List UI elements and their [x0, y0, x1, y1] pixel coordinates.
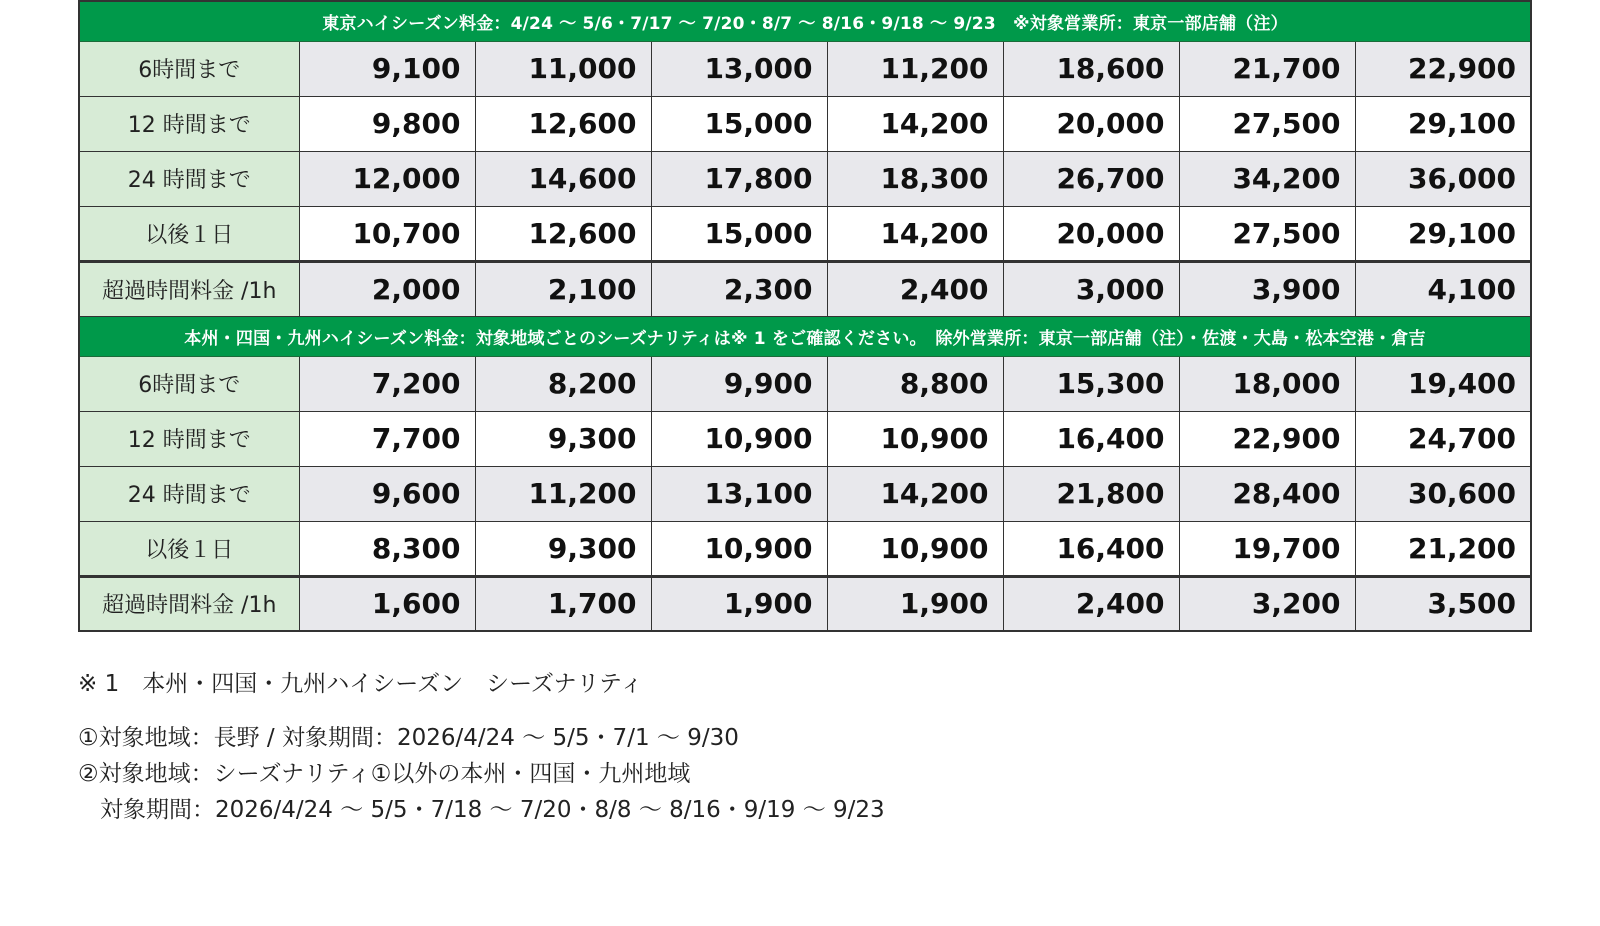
price-cell: 21,800 — [1003, 466, 1179, 521]
price-cell: 34,200 — [1179, 151, 1355, 206]
price-cell: 22,900 — [1179, 411, 1355, 466]
price-cell: 1,600 — [299, 576, 475, 631]
price-cell: 8,300 — [299, 521, 475, 576]
price-cell: 14,200 — [827, 206, 1003, 261]
row-label: 12 時間まで — [79, 96, 299, 151]
price-cell: 12,000 — [299, 151, 475, 206]
price-cell: 17,800 — [651, 151, 827, 206]
price-cell: 18,600 — [1003, 41, 1179, 96]
price-cell: 2,100 — [475, 261, 651, 316]
price-cell: 30,600 — [1355, 466, 1531, 521]
price-cell: 9,800 — [299, 96, 475, 151]
row-label: 6時間まで — [79, 41, 299, 96]
notes-heading: ※ 1 本州・四国・九州ハイシーズン シーズナリティ — [78, 671, 644, 697]
price-cell: 20,000 — [1003, 206, 1179, 261]
price-cell: 24,700 — [1355, 411, 1531, 466]
price-cell: 1,900 — [651, 576, 827, 631]
price-cell: 29,100 — [1355, 206, 1531, 261]
price-cell: 7,700 — [299, 411, 475, 466]
price-cell: 7,200 — [299, 356, 475, 411]
regional-season-banner: 本州・四国・九州ハイシーズン料金：対象地域ごとのシーズナリティは※ 1 をご確認ください。 除外営業所：東京一部店舗（注）・佐渡・大島・松本空港・倉吉 — [79, 316, 1531, 356]
price-cell: 2,400 — [827, 261, 1003, 316]
price-cell: 10,900 — [651, 411, 827, 466]
price-cell: 12,600 — [475, 96, 651, 151]
regional-season-banner-row — [79, 316, 1531, 356]
notes-line-2: ②対象地域：シーズナリティ①以外の本州・四国・九州地域 — [78, 761, 691, 787]
price-cell: 11,200 — [827, 41, 1003, 96]
table-row — [79, 206, 1531, 261]
price-cell: 14,200 — [827, 466, 1003, 521]
price-cell: 2,000 — [299, 261, 475, 316]
price-cell: 1,900 — [827, 576, 1003, 631]
price-cell: 27,500 — [1179, 206, 1355, 261]
price-cell: 3,500 — [1355, 576, 1531, 631]
row-label: 超過時間料金 /1h — [79, 261, 299, 316]
price-cell: 10,900 — [651, 521, 827, 576]
price-cell: 3,200 — [1179, 576, 1355, 631]
row-label: 以後１日 — [79, 521, 299, 576]
row-label: 12 時間まで — [79, 411, 299, 466]
rate-table-container — [78, 0, 1532, 632]
price-cell: 16,400 — [1003, 521, 1179, 576]
table-row — [79, 356, 1531, 411]
price-cell: 11,000 — [475, 41, 651, 96]
table-row — [79, 466, 1531, 521]
price-cell: 9,100 — [299, 41, 475, 96]
table-row — [79, 261, 1531, 316]
notes-line-1: ①対象地域：長野 / 対象期間：2026/4/24 ～ 5/5・7/1 ～ 9/30 — [78, 725, 739, 751]
price-cell: 11,200 — [475, 466, 651, 521]
table-row — [79, 411, 1531, 466]
price-cell: 13,000 — [651, 41, 827, 96]
price-cell: 14,200 — [827, 96, 1003, 151]
notes-line-3: 対象期間：2026/4/24 ～ 5/5・7/18 ～ 7/20・8/8 ～ 8/16・9/19 ～ 9/23 — [100, 797, 885, 823]
price-cell: 15,000 — [651, 96, 827, 151]
row-label: 6時間まで — [79, 356, 299, 411]
price-cell: 27,500 — [1179, 96, 1355, 151]
price-cell: 15,300 — [1003, 356, 1179, 411]
price-cell: 21,700 — [1179, 41, 1355, 96]
row-label: 超過時間料金 /1h — [79, 576, 299, 631]
table-row — [79, 576, 1531, 631]
table-row — [79, 41, 1531, 96]
tokyo-season-banner-row — [79, 1, 1531, 41]
price-cell: 10,900 — [827, 521, 1003, 576]
price-cell: 12,600 — [475, 206, 651, 261]
price-cell: 8,200 — [475, 356, 651, 411]
price-cell: 14,600 — [475, 151, 651, 206]
rate-table — [78, 0, 1532, 632]
price-cell: 9,600 — [299, 466, 475, 521]
price-cell: 4,100 — [1355, 261, 1531, 316]
price-cell: 3,000 — [1003, 261, 1179, 316]
price-cell: 29,100 — [1355, 96, 1531, 151]
price-cell: 2,400 — [1003, 576, 1179, 631]
price-cell: 13,100 — [651, 466, 827, 521]
price-cell: 26,700 — [1003, 151, 1179, 206]
row-label: 以後１日 — [79, 206, 299, 261]
table-row — [79, 151, 1531, 206]
price-cell: 10,700 — [299, 206, 475, 261]
price-cell: 19,700 — [1179, 521, 1355, 576]
price-cell: 9,300 — [475, 521, 651, 576]
row-label: 24 時間まで — [79, 466, 299, 521]
table-row — [79, 521, 1531, 576]
price-cell: 3,900 — [1179, 261, 1355, 316]
price-cell: 18,300 — [827, 151, 1003, 206]
price-cell: 21,200 — [1355, 521, 1531, 576]
notes-spacer — [78, 702, 885, 720]
price-cell: 9,300 — [475, 411, 651, 466]
price-cell: 22,900 — [1355, 41, 1531, 96]
price-cell: 10,900 — [827, 411, 1003, 466]
price-cell: 16,400 — [1003, 411, 1179, 466]
price-cell: 1,700 — [475, 576, 651, 631]
seasonality-notes — [78, 666, 885, 828]
price-cell: 8,800 — [827, 356, 1003, 411]
price-cell: 2,300 — [651, 261, 827, 316]
price-cell: 15,000 — [651, 206, 827, 261]
price-cell: 28,400 — [1179, 466, 1355, 521]
price-cell: 36,000 — [1355, 151, 1531, 206]
table-row — [79, 96, 1531, 151]
price-cell: 9,900 — [651, 356, 827, 411]
price-cell: 19,400 — [1355, 356, 1531, 411]
price-cell: 18,000 — [1179, 356, 1355, 411]
price-cell: 20,000 — [1003, 96, 1179, 151]
tokyo-season-banner: 東京ハイシーズン料金：4/24 ～ 5/6・7/17 ～ 7/20・8/7 ～ 8/16・9/18 ～ 9/23 ※対象営業所：東京一部店舗（注） — [79, 1, 1531, 41]
row-label: 24 時間まで — [79, 151, 299, 206]
